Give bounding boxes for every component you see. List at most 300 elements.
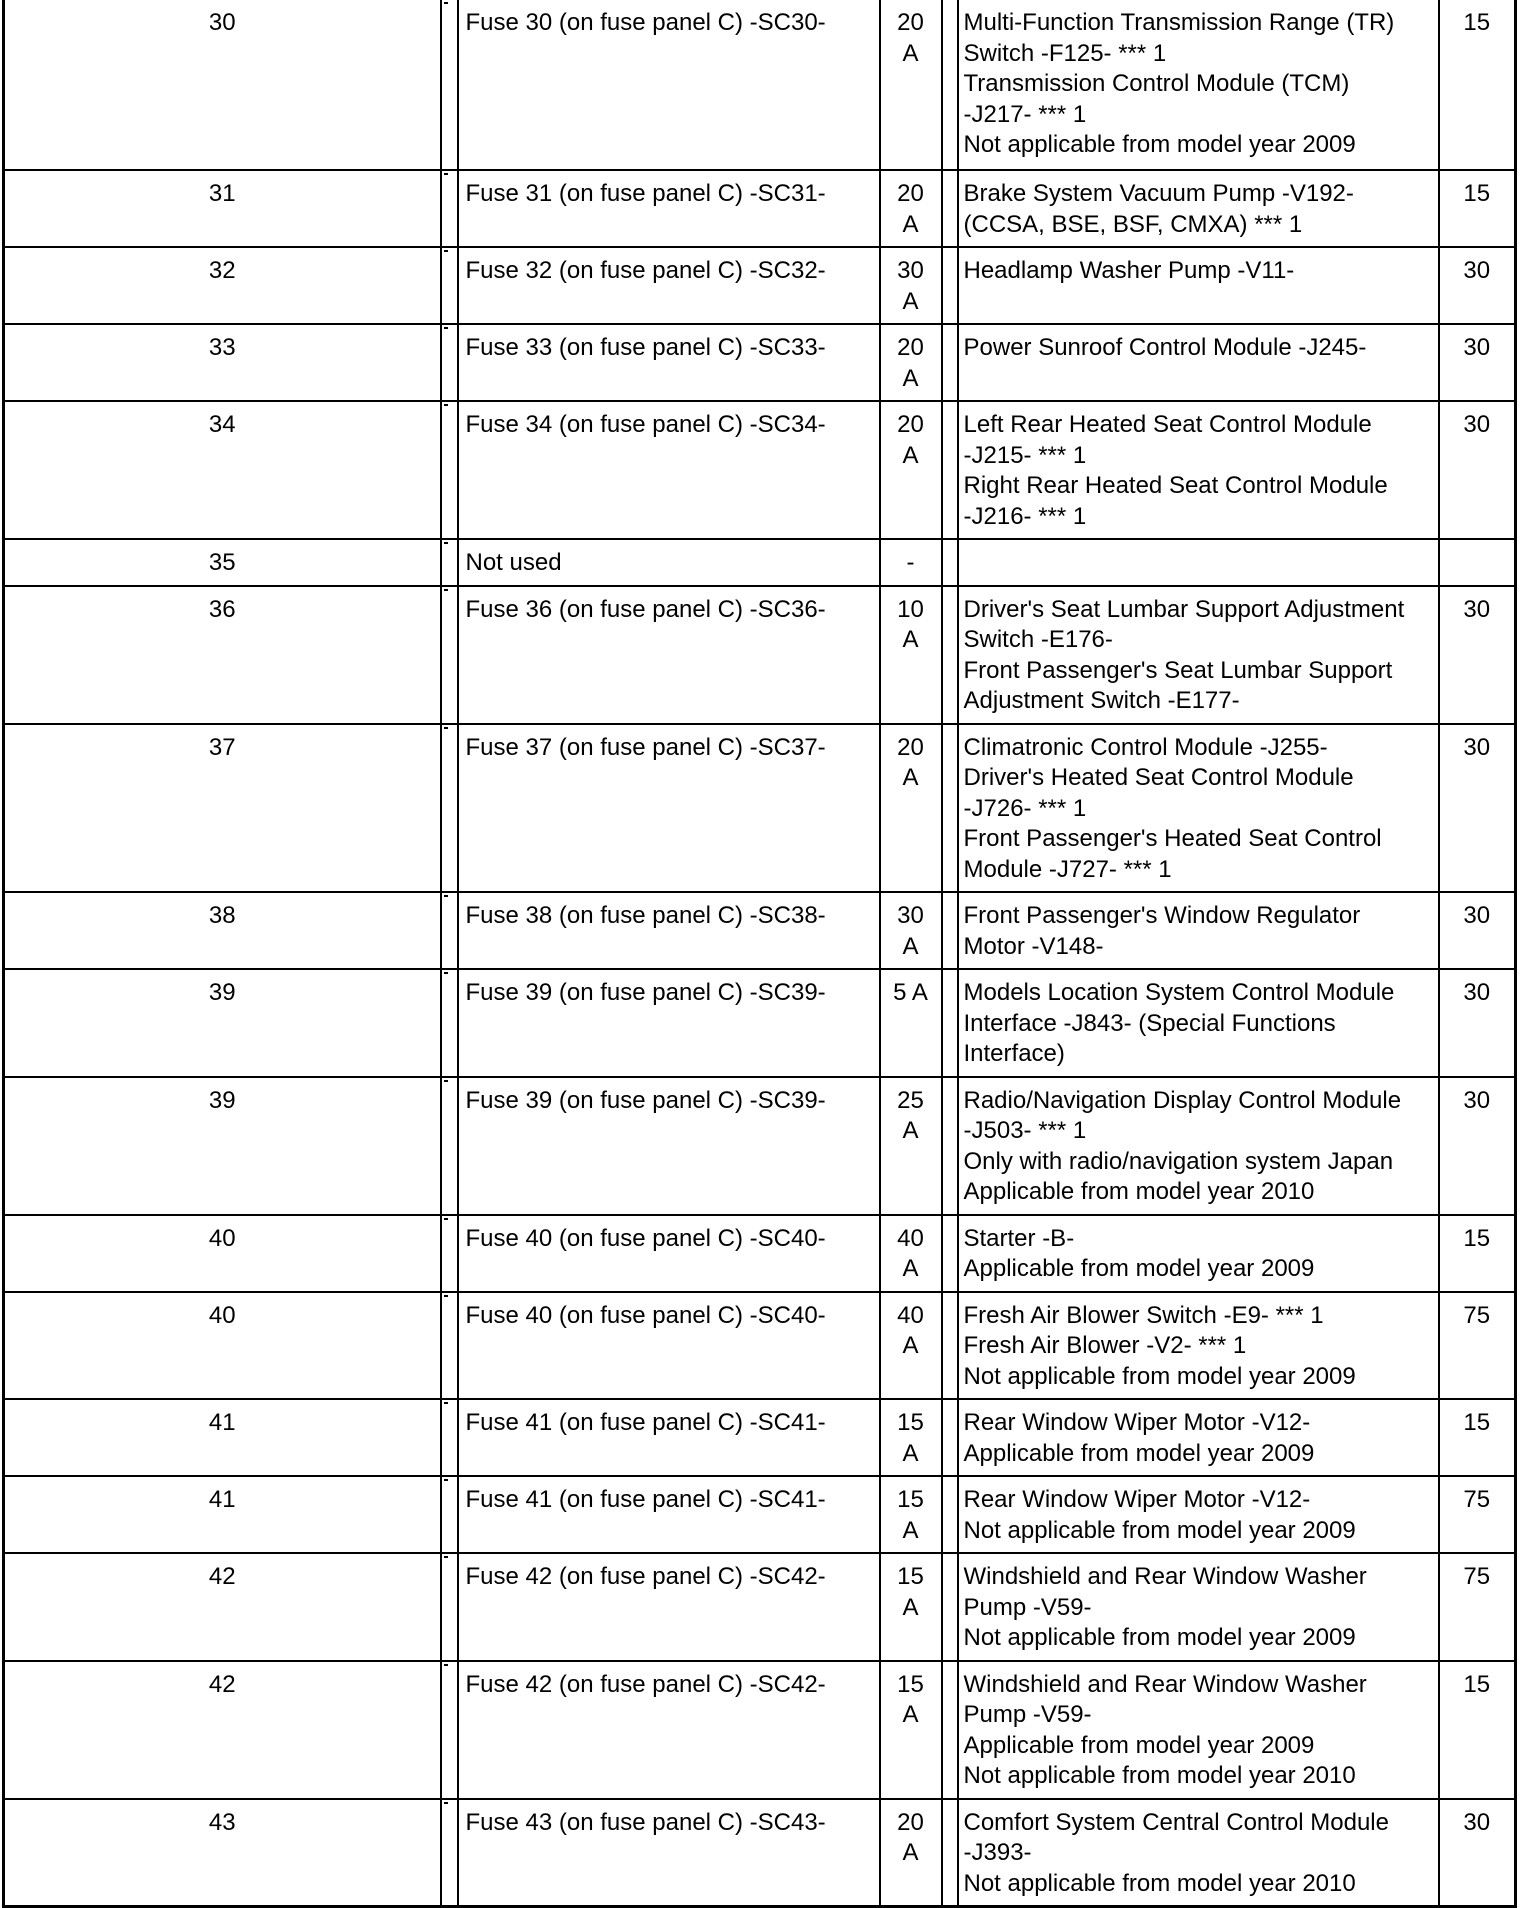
- fuse-number: 33: [208, 334, 236, 361]
- fuse-number-cell: [4, 1215, 441, 1292]
- table-row: [4, 1553, 1516, 1661]
- component-line: Brake System Vacuum Pump -V192-: [963, 180, 1354, 207]
- terminal-value: 30: [1463, 902, 1491, 929]
- fuse-number: 37: [208, 733, 236, 761]
- terminal-value: 30: [1463, 257, 1491, 284]
- spacer-cell: [942, 892, 958, 969]
- terminal-cell: [1439, 401, 1516, 539]
- amperage-line: A: [902, 764, 919, 791]
- fuse-designation: Fuse 34 (on fuse panel C) -SC34-: [465, 411, 826, 438]
- table-row: [4, 401, 1516, 539]
- fuse-designation: Fuse 42 (on fuse panel C) -SC42-: [465, 1563, 826, 1590]
- table-row: [4, 1292, 1516, 1400]
- amperage-cell: [880, 892, 942, 969]
- fuse-designation-cell: [458, 724, 880, 893]
- terminal-value: 75: [1463, 1486, 1491, 1513]
- fuse-designation: Fuse 30 (on fuse panel C) -SC30-: [465, 9, 826, 36]
- terminal-cell: [1439, 247, 1516, 324]
- component-line: Interface): [963, 1040, 1065, 1067]
- amperage-line: 20: [897, 180, 924, 207]
- amperage-line: A: [902, 1701, 919, 1728]
- fuse-number-cell: [4, 586, 441, 724]
- spacer-cell: [942, 1077, 958, 1215]
- components-cell: [958, 170, 1439, 247]
- component-line: Applicable from model year 2009: [963, 1255, 1315, 1282]
- terminal-value: 75: [1463, 1301, 1491, 1329]
- component-line: Multi-Function Transmission Range (TR): [963, 9, 1395, 36]
- fuse-designation-cell: [458, 892, 880, 969]
- spacer-cell: [942, 1661, 958, 1799]
- spacer-cell: [942, 1399, 958, 1476]
- tick-mark: [444, 895, 448, 897]
- amperage-line: A: [902, 932, 919, 960]
- amperage-cell: [880, 324, 942, 401]
- components-cell: [958, 1077, 1439, 1215]
- table-row: [4, 892, 1516, 969]
- spacer-cell: [441, 1553, 458, 1661]
- fuse-number: 39: [208, 1086, 236, 1114]
- fuse-designation: Fuse 39 (on fuse panel C) -SC39-: [465, 1086, 826, 1114]
- fuse-designation-cell: [458, 247, 880, 324]
- fuse-designation-cell: [458, 0, 880, 170]
- terminal-cell: [1439, 170, 1516, 247]
- components-cell: [958, 1553, 1439, 1661]
- components-cell: [958, 1215, 1439, 1292]
- fuse-designation: Fuse 31 (on fuse panel C) -SC31-: [465, 180, 826, 207]
- terminal-cell: [1439, 1799, 1516, 1907]
- components-cell: [958, 969, 1439, 1077]
- terminal-value: 15: [1463, 9, 1491, 36]
- fuse-designation: Fuse 36 (on fuse panel C) -SC36-: [465, 595, 826, 623]
- amperage-line: 20: [897, 334, 924, 361]
- fuse-table-body: [4, 0, 1516, 1907]
- amperage-line: A: [902, 1593, 919, 1621]
- amperage-cell: [880, 170, 942, 247]
- terminal-cell: [1439, 1215, 1516, 1292]
- components-cell: [958, 1476, 1439, 1553]
- fuse-number: 38: [208, 902, 236, 929]
- component-line: Models Location System Control Module: [963, 979, 1395, 1006]
- terminal-cell: [1439, 324, 1516, 401]
- spacer-cell: [441, 1399, 458, 1476]
- component-line: Left Rear Heated Seat Control Module: [963, 411, 1372, 438]
- component-line: Interface -J843- (Special Functions: [963, 1009, 1336, 1037]
- component-line: Applicable from model year 2009: [963, 1731, 1315, 1759]
- table-row: [4, 1799, 1516, 1907]
- fuse-number-cell: [4, 247, 441, 324]
- terminal-cell: [1439, 1399, 1516, 1476]
- spacer-cell: [942, 724, 958, 893]
- fuse-designation: Fuse 43 (on fuse panel C) -SC43-: [465, 1808, 826, 1836]
- fuse-number: 30: [208, 9, 236, 36]
- tick-mark: [444, 2, 448, 4]
- component-line: Only with radio/navigation system Japan: [963, 1147, 1394, 1175]
- components-cell: [958, 401, 1439, 539]
- spacer-cell: [942, 0, 958, 170]
- terminal-value: 30: [1463, 1808, 1491, 1836]
- components-cell: [958, 724, 1439, 893]
- table-row: [4, 586, 1516, 724]
- spacer-cell: [942, 1215, 958, 1292]
- spacer-cell: [441, 324, 458, 401]
- fuse-number-cell: [4, 892, 441, 969]
- component-line: -J393-: [963, 1839, 1032, 1866]
- tick-mark: [444, 404, 448, 406]
- spacer-cell: [441, 170, 458, 247]
- table-row: [4, 1661, 1516, 1799]
- amperage-line: A: [902, 39, 919, 67]
- fuse-designation: Fuse 37 (on fuse panel C) -SC37-: [465, 733, 826, 761]
- tick-mark: [444, 1295, 448, 1297]
- amperage-line: 15: [897, 1670, 924, 1698]
- component-line: -J726- *** 1: [963, 794, 1087, 822]
- amperage-line: A: [902, 441, 919, 469]
- tick-mark: [444, 727, 448, 729]
- fuse-number-cell: [4, 724, 441, 893]
- fuse-designation-cell: [458, 1399, 880, 1476]
- fuse-designation: Fuse 40 (on fuse panel C) -SC40-: [465, 1224, 826, 1252]
- tick-mark: [444, 173, 448, 175]
- spacer-cell: [441, 1215, 458, 1292]
- component-line: Not applicable from model year 2010: [963, 1762, 1356, 1789]
- amperage-line: A: [902, 210, 919, 238]
- amperage-cell: [880, 1077, 942, 1215]
- amperage-line: 20: [897, 411, 924, 438]
- components-cell: [958, 324, 1439, 401]
- fuse-designation-cell: [458, 586, 880, 724]
- spacer-cell: [441, 1476, 458, 1553]
- fuse-designation-cell: [458, 1292, 880, 1400]
- component-line: Driver's Seat Lumbar Support Adjustment: [963, 595, 1405, 623]
- component-line: Fresh Air Blower Switch -E9- *** 1: [963, 1301, 1324, 1329]
- component-line: Pump -V59-: [963, 1593, 1092, 1621]
- tick-mark: [444, 327, 448, 329]
- fuse-designation-cell: [458, 170, 880, 247]
- amperage-line: A: [902, 1117, 919, 1144]
- tick-mark: [444, 250, 448, 252]
- fuse-number: 40: [208, 1224, 236, 1252]
- terminal-value: 15: [1463, 1670, 1491, 1698]
- component-line: Starter -B-: [963, 1224, 1075, 1252]
- component-line: Switch -E176-: [963, 626, 1113, 653]
- tick-mark: [444, 1556, 448, 1558]
- terminal-cell: [1439, 586, 1516, 724]
- fuse-number-cell: [4, 539, 441, 586]
- terminal-value: 30: [1463, 979, 1491, 1006]
- component-line: Not applicable from model year 2009: [963, 1362, 1356, 1390]
- fuse-number-cell: [4, 1799, 441, 1907]
- fuse-designation: Fuse 41 (on fuse panel C) -SC41-: [465, 1409, 826, 1436]
- fuse-designation-cell: [458, 401, 880, 539]
- amperage-cell: [880, 539, 942, 586]
- terminal-cell: [1439, 1661, 1516, 1799]
- amperage-line: 20: [897, 733, 924, 761]
- amperage-cell: [880, 724, 942, 893]
- fuse-number: 35: [208, 549, 236, 576]
- component-line: Radio/Navigation Display Control Module: [963, 1086, 1402, 1114]
- components-cell: [958, 247, 1439, 324]
- spacer-cell: [441, 539, 458, 586]
- fuse-number: 41: [208, 1409, 236, 1436]
- fuse-number-cell: [4, 969, 441, 1077]
- fuse-number-cell: [4, 324, 441, 401]
- components-cell: [958, 892, 1439, 969]
- spacer-cell: [441, 247, 458, 324]
- amperage-cell: [880, 1476, 942, 1553]
- terminal-cell: [1439, 892, 1516, 969]
- component-line: Applicable from model year 2009: [963, 1439, 1315, 1467]
- fuse-designation-cell: [458, 539, 880, 586]
- amperage-line: A: [902, 364, 919, 392]
- spacer-cell: [441, 724, 458, 893]
- spacer-cell: [942, 539, 958, 586]
- fuse-number: 43: [208, 1808, 236, 1836]
- amperage-cell: [880, 969, 942, 1077]
- table-row: [4, 0, 1516, 170]
- spacer-cell: [942, 324, 958, 401]
- amperage-cell: [880, 1799, 942, 1907]
- spacer-cell: [942, 586, 958, 724]
- fuse-designation: Fuse 32 (on fuse panel C) -SC32-: [465, 257, 826, 284]
- component-line: Front Passenger's Heated Seat Control: [963, 825, 1382, 852]
- amperage-line: 15: [897, 1563, 924, 1590]
- spacer-cell: [441, 0, 458, 170]
- amperage-cell: [880, 1399, 942, 1476]
- fuse-number-cell: [4, 170, 441, 247]
- table-row: [4, 247, 1516, 324]
- table-row: [4, 724, 1516, 893]
- amperage-cell: [880, 401, 942, 539]
- fuse-number-cell: [4, 401, 441, 539]
- amperage-line: A: [902, 1255, 919, 1282]
- amperage-cell: [880, 1292, 942, 1400]
- table-row: [4, 1399, 1516, 1476]
- spacer-cell: [942, 1553, 958, 1661]
- fuse-number-cell: [4, 1476, 441, 1553]
- components-cell: [958, 586, 1439, 724]
- component-line: Not applicable from model year 2009: [963, 131, 1356, 158]
- amperage-line: A: [902, 1839, 919, 1866]
- spacer-cell: [441, 401, 458, 539]
- amperage-cell: [880, 0, 942, 170]
- component-line: Not applicable from model year 2009: [963, 1516, 1356, 1544]
- fuse-number: 41: [208, 1486, 236, 1513]
- terminal-value: 30: [1463, 595, 1491, 623]
- spacer-cell: [441, 586, 458, 724]
- fuse-number-cell: [4, 1553, 441, 1661]
- terminal-cell: [1439, 539, 1516, 586]
- component-line: Adjustment Switch -E177-: [963, 687, 1240, 714]
- component-line: Power Sunroof Control Module -J245-: [963, 334, 1367, 361]
- spacer-cell: [942, 1292, 958, 1400]
- amperage-cell: [880, 586, 942, 724]
- amperage-line: 15: [897, 1409, 924, 1436]
- fuse-designation-cell: [458, 324, 880, 401]
- spacer-cell: [942, 969, 958, 1077]
- table-row: [4, 170, 1516, 247]
- component-line: Climatronic Control Module -J255-: [963, 733, 1328, 761]
- fuse-number: 36: [208, 595, 236, 623]
- fuse-assignment-table: [2, 0, 1517, 1908]
- tick-mark: [444, 542, 448, 544]
- fuse-number: 42: [208, 1670, 236, 1698]
- tick-mark: [444, 1479, 448, 1481]
- components-cell: [958, 1661, 1439, 1799]
- tick-mark: [444, 1218, 448, 1220]
- amperage-line: 40: [897, 1224, 924, 1252]
- component-line: Module -J727- *** 1: [963, 855, 1172, 883]
- fuse-designation: Fuse 40 (on fuse panel C) -SC40-: [465, 1301, 826, 1329]
- component-line: Front Passenger's Window Regulator: [963, 902, 1361, 929]
- component-line: Not applicable from model year 2010: [963, 1869, 1356, 1897]
- spacer-cell: [441, 1799, 458, 1907]
- amperage-line: 40: [897, 1301, 924, 1329]
- fuse-number-cell: [4, 1292, 441, 1400]
- fuse-designation-cell: [458, 969, 880, 1077]
- terminal-cell: [1439, 1077, 1516, 1215]
- spacer-cell: [441, 969, 458, 1077]
- fuse-number: 42: [208, 1563, 236, 1590]
- amperage-line: 5 A: [893, 979, 928, 1006]
- amperage-line: 20: [897, 9, 924, 36]
- terminal-value: 15: [1463, 1224, 1491, 1252]
- table-row: [4, 1476, 1516, 1553]
- terminal-cell: [1439, 1553, 1516, 1661]
- component-line: Driver's Heated Seat Control Module: [963, 764, 1354, 791]
- spacer-cell: [942, 401, 958, 539]
- terminal-cell: [1439, 969, 1516, 1077]
- component-line: Applicable from model year 2010: [963, 1178, 1315, 1205]
- fuse-number: 39: [208, 979, 236, 1006]
- component-line: Not applicable from model year 2009: [963, 1624, 1356, 1651]
- component-line: Windshield and Rear Window Washer: [963, 1563, 1367, 1590]
- amperage-cell: [880, 1215, 942, 1292]
- terminal-value: 15: [1463, 180, 1491, 207]
- fuse-designation: Fuse 39 (on fuse panel C) -SC39-: [465, 979, 826, 1006]
- fuse-number-cell: [4, 1077, 441, 1215]
- fuse-designation-cell: [458, 1215, 880, 1292]
- terminal-cell: [1439, 0, 1516, 170]
- amperage-line: A: [902, 1516, 919, 1544]
- fuse-designation-cell: [458, 1476, 880, 1553]
- terminal-cell: [1439, 1292, 1516, 1400]
- amperage-cell: [880, 247, 942, 324]
- spacer-cell: [942, 170, 958, 247]
- terminal-cell: [1439, 724, 1516, 893]
- spacer-cell: [942, 1799, 958, 1907]
- component-line: Switch -F125- *** 1: [963, 39, 1167, 67]
- spacer-cell: [942, 247, 958, 324]
- terminal-value: 75: [1463, 1563, 1491, 1590]
- component-line: Transmission Control Module (TCM): [963, 70, 1350, 97]
- amperage-line: 15: [897, 1486, 924, 1513]
- tick-mark: [444, 1080, 448, 1082]
- fuse-designation: Fuse 33 (on fuse panel C) -SC33-: [465, 334, 826, 361]
- spacer-cell: [441, 1077, 458, 1215]
- fuse-number-cell: [4, 1399, 441, 1476]
- amperage-line: 10: [897, 595, 924, 623]
- table-row: [4, 324, 1516, 401]
- spacer-cell: [441, 892, 458, 969]
- components-cell: [958, 1399, 1439, 1476]
- tick-mark: [444, 1664, 448, 1666]
- component-line: Rear Window Wiper Motor -V12-: [963, 1486, 1311, 1513]
- component-line: Motor -V148-: [963, 932, 1104, 960]
- component-line: -J215- *** 1: [963, 441, 1087, 469]
- fuse-number-cell: [4, 1661, 441, 1799]
- table-row: [4, 969, 1516, 1077]
- terminal-value: 30: [1463, 733, 1491, 761]
- component-line: Rear Window Wiper Motor -V12-: [963, 1409, 1311, 1436]
- amperage-line: A: [902, 626, 919, 653]
- tick-mark: [444, 1802, 448, 1804]
- amperage-line: 30: [897, 257, 924, 284]
- amperage-cell: [880, 1661, 942, 1799]
- component-line: -J217- *** 1: [963, 100, 1087, 128]
- component-line: Pump -V59-: [963, 1701, 1092, 1728]
- table-row: [4, 1077, 1516, 1215]
- table-row: [4, 539, 1516, 586]
- amperage-line: A: [902, 287, 919, 315]
- components-cell: [958, 1799, 1439, 1907]
- spacer-cell: [441, 1661, 458, 1799]
- components-cell: [958, 1292, 1439, 1400]
- component-line: -J503- *** 1: [963, 1117, 1087, 1144]
- amperage-line: A: [902, 1332, 919, 1359]
- terminal-value: 30: [1463, 1086, 1491, 1114]
- terminal-value: 30: [1463, 411, 1491, 438]
- amperage-line: A: [902, 1439, 919, 1467]
- fuse-designation-cell: [458, 1077, 880, 1215]
- fuse-number: 34: [208, 411, 236, 438]
- component-line: Headlamp Washer Pump -V11-: [963, 257, 1295, 284]
- component-line: Comfort System Central Control Module: [963, 1808, 1389, 1836]
- fuse-designation-cell: [458, 1553, 880, 1661]
- amperage-cell: [880, 1553, 942, 1661]
- fuse-number: 31: [208, 180, 236, 207]
- fuse-designation: Not used: [465, 549, 562, 576]
- components-cell: [958, 539, 1439, 586]
- component-line: Fresh Air Blower -V2- *** 1: [963, 1332, 1247, 1359]
- amperage-line: -: [906, 549, 915, 576]
- spacer-cell: [942, 1476, 958, 1553]
- fuse-number-cell: [4, 0, 441, 170]
- terminal-value: 30: [1463, 334, 1491, 361]
- fuse-designation: Fuse 42 (on fuse panel C) -SC42-: [465, 1670, 826, 1698]
- component-line: (CCSA, BSE, BSF, CMXA) *** 1: [963, 210, 1303, 238]
- fuse-designation-cell: [458, 1799, 880, 1907]
- component-line: Windshield and Rear Window Washer: [963, 1670, 1367, 1698]
- amperage-line: 25: [897, 1086, 924, 1114]
- fuse-designation: Fuse 38 (on fuse panel C) -SC38-: [465, 902, 826, 929]
- terminal-value: 15: [1463, 1409, 1491, 1436]
- spacer-cell: [441, 1292, 458, 1400]
- fuse-designation: Fuse 41 (on fuse panel C) -SC41-: [465, 1486, 826, 1513]
- amperage-line: 30: [897, 902, 924, 929]
- terminal-cell: [1439, 1476, 1516, 1553]
- tick-mark: [444, 589, 448, 591]
- components-cell: [958, 0, 1439, 170]
- amperage-line: 20: [897, 1808, 924, 1836]
- fuse-number: 40: [208, 1301, 236, 1329]
- fuse-designation-cell: [458, 1661, 880, 1799]
- fuse-number: 32: [208, 257, 236, 284]
- tick-mark: [444, 972, 448, 974]
- tick-mark: [444, 1402, 448, 1404]
- table-row: [4, 1215, 1516, 1292]
- component-line: Front Passenger's Seat Lumbar Support: [963, 656, 1393, 684]
- component-line: Right Rear Heated Seat Control Module: [963, 472, 1388, 499]
